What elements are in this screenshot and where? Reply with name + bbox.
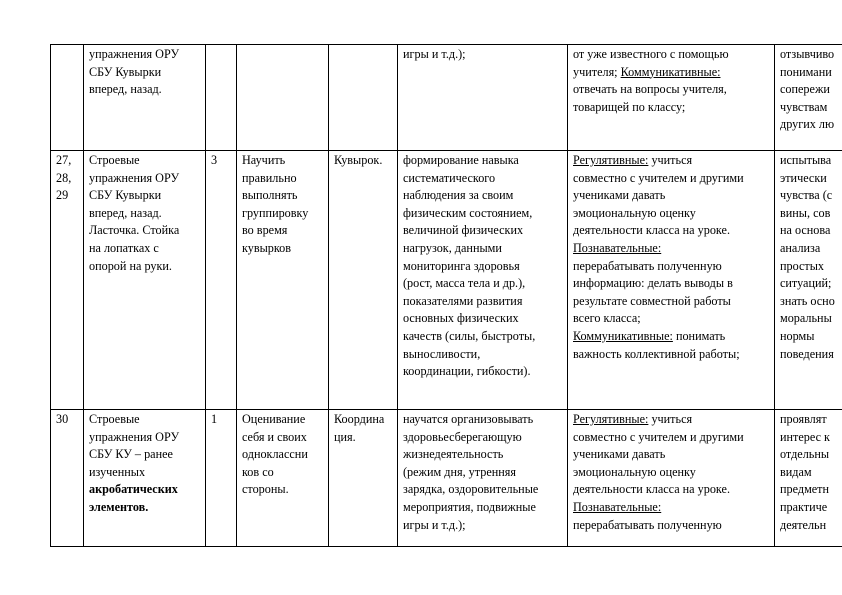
content-line: основных физических <box>403 311 519 326</box>
uud-line <box>573 64 769 82</box>
topic-line: СБУ Кувырки <box>89 64 162 79</box>
uud-line: деятельности класса на уроке. <box>573 223 730 238</box>
goal-line: кувырков <box>242 240 292 255</box>
goal-line: стороны. <box>242 482 289 497</box>
personal-cell <box>775 45 842 151</box>
uud-line: результате совместной работы <box>573 293 731 308</box>
uud-line: эмоциональную оценку <box>573 464 696 479</box>
uud-heading: Познавательные: <box>573 240 662 255</box>
goal-line: Оценивание <box>242 412 306 426</box>
personal-line: чувствам <box>780 99 828 114</box>
uud-cell <box>568 151 775 410</box>
topic-line: упражнения ОРУ <box>89 47 180 61</box>
hours-value: 3 <box>211 153 218 167</box>
uud-text: учиться <box>648 412 693 426</box>
topic-line: упражнения ОРУ <box>89 170 180 185</box>
uud-line <box>573 499 769 517</box>
uud-text: учиться <box>648 153 693 167</box>
personal-line: понимани <box>780 64 832 79</box>
topic-line: СБУ КУ – ранее <box>89 447 173 462</box>
goal-cell <box>237 45 329 151</box>
lesson-number-cell <box>51 151 84 410</box>
personal-cell <box>775 410 842 547</box>
table-row <box>51 410 842 547</box>
content-line: наблюдения за своим <box>403 188 514 203</box>
table-row <box>51 45 842 151</box>
hours-cell <box>206 151 237 410</box>
personal-line: видам <box>780 464 812 479</box>
uud-line: деятельности класса на уроке. <box>573 482 730 497</box>
content-line: нагрузок, данными <box>403 240 502 255</box>
content-line: (рост, масса тела и др.), <box>403 276 526 291</box>
personal-line: отзывчиво <box>780 47 835 61</box>
goal-line: группировку <box>242 205 309 220</box>
content-line: зарядка, оздоровительные <box>403 482 539 497</box>
topic-cell <box>84 45 206 151</box>
personal-line: моральны <box>780 311 832 326</box>
element-cell <box>329 45 398 151</box>
uud-heading: Регулятивные: <box>573 153 649 167</box>
personal-line: знать осно <box>780 293 835 308</box>
topic-line: Ласточка. Стойка <box>89 223 180 238</box>
goal-line: ков со <box>242 464 274 479</box>
content-line: систематического <box>403 170 496 185</box>
content-line: физическим состоянием, <box>403 205 533 220</box>
personal-line: испытыва <box>780 153 832 167</box>
uud-line: перерабатывать полученную <box>573 517 722 532</box>
goal-cell <box>237 410 329 547</box>
personal-line: этически <box>780 170 827 185</box>
uud-line: эмоциональную оценку <box>573 205 696 220</box>
personal-line: предметн <box>780 482 830 497</box>
personal-cell <box>775 151 842 410</box>
topic-line: Строевые <box>89 153 140 167</box>
content-line: игры и т.д.); <box>403 517 466 532</box>
uud-line: совместно с учителем и другими <box>573 429 744 444</box>
topic-line: упражнения ОРУ <box>89 429 180 444</box>
content-line: координации, гибкости). <box>403 364 531 379</box>
content-line: (режим дня, утренняя <box>403 464 517 479</box>
goal-line: Научить <box>242 153 286 167</box>
element-cell <box>329 410 398 547</box>
hours-value: 1 <box>211 412 218 426</box>
uud-line <box>573 328 769 346</box>
element-line: Координа <box>334 412 385 426</box>
personal-line: практиче <box>780 499 828 514</box>
goal-line: себя и своих <box>242 429 307 444</box>
uud-heading: Регулятивные: <box>573 412 649 426</box>
personal-line: простых <box>780 258 825 273</box>
uud-text: понимать <box>672 328 726 343</box>
content-line: выносливости, <box>403 346 481 361</box>
content-line: игры и т.д.); <box>403 47 466 61</box>
topic-cell <box>84 151 206 410</box>
element-line: Кувырок. <box>334 153 383 167</box>
uud-line: отвечать на вопросы учителя, <box>573 82 727 97</box>
uud-line: от уже известного с помощью <box>573 47 729 61</box>
personal-line: интерес к <box>780 429 830 444</box>
lesson-number: 28, <box>56 170 72 185</box>
personal-line: ситуаций; <box>780 276 832 291</box>
personal-line: анализа <box>780 240 821 255</box>
uud-heading: Познавательные: <box>573 499 662 514</box>
topic-line: изученных <box>89 464 146 479</box>
content-line: мониторинга здоровья <box>403 258 520 273</box>
personal-line: вины, сов <box>780 205 831 220</box>
lesson-number: 29 <box>56 188 69 203</box>
element-line: ция. <box>334 429 356 444</box>
lesson-number: 30 <box>56 412 69 426</box>
content-line: здоровьесберегающую <box>403 429 522 444</box>
content-line: жизнедеятельность <box>403 447 504 462</box>
uud-line: перерабатывать полученную <box>573 258 722 273</box>
uud-heading: Коммуникативные: <box>573 328 673 343</box>
lesson-number-cell <box>51 45 84 151</box>
topic-line: вперед, назад. <box>89 82 162 97</box>
personal-line: отдельны <box>780 447 830 462</box>
goal-line: во время <box>242 223 288 238</box>
personal-line: чувства (с <box>780 188 833 203</box>
uud-line: информацию: делать выводы в <box>573 276 733 291</box>
content-line: мероприятия, подвижные <box>403 499 536 514</box>
uud-line: важность коллективной работы; <box>573 346 740 361</box>
lesson-number-cell <box>51 410 84 547</box>
personal-line: других лю <box>780 117 835 132</box>
uud-cell <box>568 45 775 151</box>
uud-line: учениками давать <box>573 447 666 462</box>
personal-line: деятельн <box>780 517 827 532</box>
content-line: научатся организовывать <box>403 412 534 426</box>
uud-text: учителя; <box>573 64 621 79</box>
personal-line: нормы <box>780 328 815 343</box>
topic-line: элементов. <box>89 499 149 514</box>
uud-line <box>573 411 769 429</box>
uud-line <box>573 240 769 258</box>
uud-line <box>573 152 769 170</box>
topic-line: Строевые <box>89 412 140 426</box>
goal-line: одноклассни <box>242 447 308 462</box>
uud-line: учениками давать <box>573 188 666 203</box>
personal-line: сопережи <box>780 82 830 97</box>
lesson-plan-table <box>50 44 842 547</box>
uud-heading: Коммуникативные: <box>620 64 721 79</box>
content-cell <box>398 45 568 151</box>
content-line: величиной физических <box>403 223 524 238</box>
topic-line: опорой на руки. <box>89 258 172 273</box>
uud-line: всего класса; <box>573 311 641 326</box>
element-cell <box>329 151 398 410</box>
uud-line: товарищей по классу; <box>573 99 686 114</box>
table-row <box>51 151 842 410</box>
content-cell <box>398 410 568 547</box>
content-cell <box>398 151 568 410</box>
topic-cell <box>84 410 206 547</box>
content-line: качеств (силы, быстроты, <box>403 328 536 343</box>
hours-cell <box>206 45 237 151</box>
goal-cell <box>237 151 329 410</box>
topic-line: на лопатках с <box>89 240 159 255</box>
lesson-number: 27, <box>56 153 72 167</box>
uud-line: совместно с учителем и другими <box>573 170 744 185</box>
personal-line: поведения <box>780 346 834 361</box>
topic-line: СБУ Кувырки <box>89 188 162 203</box>
topic-line: вперед, назад. <box>89 205 162 220</box>
hours-cell <box>206 410 237 547</box>
goal-line: правильно <box>242 170 297 185</box>
goal-line: выполнять <box>242 188 298 203</box>
personal-line: на основа <box>780 223 831 238</box>
content-line: показателями развития <box>403 293 523 308</box>
personal-line: проявлят <box>780 412 827 426</box>
topic-line: акробатических <box>89 482 178 497</box>
uud-cell <box>568 410 775 547</box>
content-line: формирование навыка <box>403 153 519 167</box>
